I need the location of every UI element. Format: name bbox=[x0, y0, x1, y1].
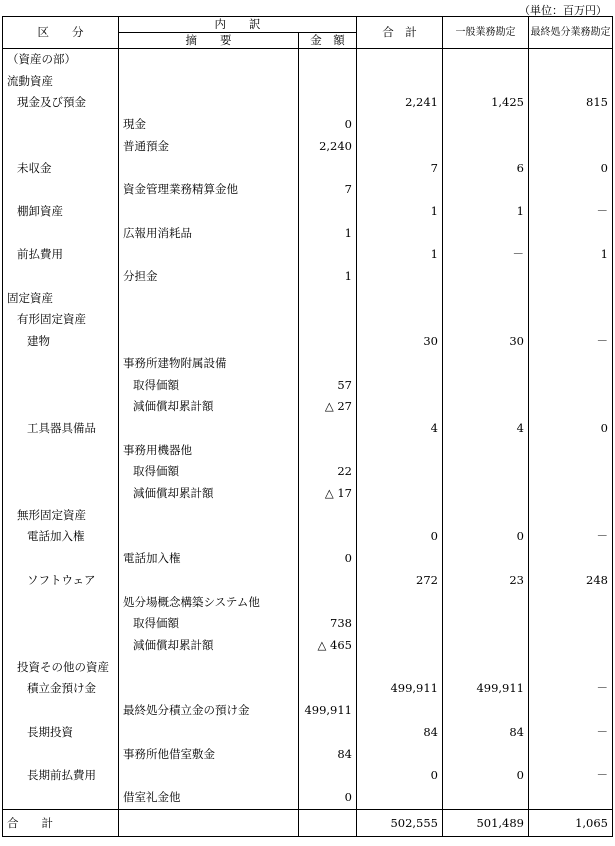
total-label: 合 計 bbox=[3, 809, 119, 836]
cell-saishu bbox=[529, 548, 613, 570]
cell-goukei: 499,911 bbox=[357, 678, 443, 700]
cell-saishu bbox=[529, 440, 613, 462]
cell-saishu bbox=[529, 657, 613, 679]
cell-goukei bbox=[357, 787, 443, 809]
total-tekiyo-cell bbox=[119, 809, 299, 836]
cell-saishu bbox=[529, 461, 613, 483]
cell-goukei: 0 bbox=[357, 526, 443, 548]
cell-saishu bbox=[529, 179, 613, 201]
cell-saishu bbox=[529, 396, 613, 418]
cell-saishu bbox=[529, 266, 613, 288]
cell-saishu bbox=[529, 787, 613, 809]
cell-saishu: － bbox=[529, 765, 613, 787]
cell-tekiyo bbox=[119, 244, 299, 266]
header-saishu: 最終処分業務勘定 bbox=[529, 17, 613, 49]
cell-kingaku bbox=[299, 158, 357, 180]
cell-ippan: 499,911 bbox=[443, 678, 529, 700]
cell-goukei bbox=[357, 440, 443, 462]
table-row bbox=[3, 765, 613, 787]
cell-saishu: 0 bbox=[529, 418, 613, 440]
table-row bbox=[3, 331, 613, 353]
table-row bbox=[3, 201, 613, 223]
cell-saishu: 248 bbox=[529, 570, 613, 592]
cell-kubun: 積立金預け金 bbox=[3, 678, 119, 700]
table-row bbox=[3, 635, 613, 657]
cell-goukei bbox=[357, 353, 443, 375]
cell-saishu bbox=[529, 505, 613, 527]
cell-ippan: 0 bbox=[443, 765, 529, 787]
cell-kingaku bbox=[299, 592, 357, 614]
cell-kubun: 長期前払費用 bbox=[3, 765, 119, 787]
cell-kubun bbox=[3, 744, 119, 766]
table-row bbox=[3, 92, 613, 114]
cell-kingaku bbox=[299, 353, 357, 375]
cell-goukei bbox=[357, 223, 443, 245]
cell-kingaku bbox=[299, 71, 357, 93]
cell-tekiyo bbox=[119, 657, 299, 679]
cell-kubun: ソフトウェア bbox=[3, 570, 119, 592]
table-row bbox=[3, 440, 613, 462]
cell-goukei bbox=[357, 49, 443, 71]
cell-kubun: 前払費用 bbox=[3, 244, 119, 266]
cell-goukei bbox=[357, 375, 443, 397]
cell-ippan: 84 bbox=[443, 722, 529, 744]
cell-kubun bbox=[3, 635, 119, 657]
cell-kingaku bbox=[299, 505, 357, 527]
cell-ippan bbox=[443, 136, 529, 158]
cell-kingaku bbox=[299, 526, 357, 548]
cell-kubun: 流動資産 bbox=[3, 71, 119, 93]
cell-ippan: 1,425 bbox=[443, 92, 529, 114]
table-row bbox=[3, 678, 613, 700]
cell-kubun bbox=[3, 700, 119, 722]
cell-kubun: 棚卸資産 bbox=[3, 201, 119, 223]
cell-ippan bbox=[443, 657, 529, 679]
cell-tekiyo bbox=[119, 92, 299, 114]
cell-kingaku: 7 bbox=[299, 179, 357, 201]
cell-kingaku: 0 bbox=[299, 787, 357, 809]
cell-ippan bbox=[443, 461, 529, 483]
cell-tekiyo bbox=[119, 158, 299, 180]
cell-goukei: 30 bbox=[357, 331, 443, 353]
cell-tekiyo: 現金 bbox=[119, 114, 299, 136]
cell-ippan bbox=[443, 223, 529, 245]
table-row bbox=[3, 353, 613, 375]
cell-kingaku: △ 465 bbox=[299, 635, 357, 657]
total-row bbox=[3, 809, 613, 836]
cell-ippan bbox=[443, 71, 529, 93]
header-goukei: 合 計 bbox=[357, 17, 443, 49]
header-kubun: 区 分 bbox=[3, 17, 119, 49]
cell-saishu bbox=[529, 635, 613, 657]
cell-saishu: 0 bbox=[529, 158, 613, 180]
cell-kubun bbox=[3, 613, 119, 635]
cell-kubun: （資産の部） bbox=[3, 49, 119, 71]
cell-saishu bbox=[529, 700, 613, 722]
cell-kingaku bbox=[299, 722, 357, 744]
cell-kubun bbox=[3, 136, 119, 158]
cell-kubun: 長期投資 bbox=[3, 722, 119, 744]
unit-note: （単位：百万円） bbox=[519, 4, 607, 17]
cell-kingaku: 0 bbox=[299, 548, 357, 570]
cell-kubun bbox=[3, 396, 119, 418]
cell-saishu: － bbox=[529, 526, 613, 548]
cell-kingaku: 2,240 bbox=[299, 136, 357, 158]
cell-goukei bbox=[357, 309, 443, 331]
cell-tekiyo bbox=[119, 722, 299, 744]
cell-tekiyo bbox=[119, 418, 299, 440]
cell-goukei: 84 bbox=[357, 722, 443, 744]
cell-kubun bbox=[3, 353, 119, 375]
cell-ippan bbox=[443, 288, 529, 310]
cell-tekiyo bbox=[119, 765, 299, 787]
cell-goukei: 7 bbox=[357, 158, 443, 180]
total-kingaku-cell bbox=[299, 809, 357, 836]
asset-detail-table bbox=[2, 16, 613, 837]
cell-saishu bbox=[529, 483, 613, 505]
cell-saishu bbox=[529, 375, 613, 397]
cell-kubun: 現金及び預金 bbox=[3, 92, 119, 114]
cell-goukei bbox=[357, 396, 443, 418]
cell-ippan: 1 bbox=[443, 201, 529, 223]
table-row bbox=[3, 223, 613, 245]
cell-kubun bbox=[3, 440, 119, 462]
cell-goukei: 272 bbox=[357, 570, 443, 592]
cell-saishu: － bbox=[529, 678, 613, 700]
cell-ippan bbox=[443, 592, 529, 614]
header-kingaku: 金 額 bbox=[299, 33, 357, 49]
cell-saishu bbox=[529, 288, 613, 310]
cell-saishu bbox=[529, 744, 613, 766]
cell-kubun: 有形固定資産 bbox=[3, 309, 119, 331]
cell-kingaku bbox=[299, 678, 357, 700]
cell-kingaku: 738 bbox=[299, 613, 357, 635]
cell-goukei bbox=[357, 266, 443, 288]
table-row bbox=[3, 114, 613, 136]
table-row bbox=[3, 49, 613, 71]
cell-tekiyo bbox=[119, 526, 299, 548]
cell-kubun: 投資その他の資産 bbox=[3, 657, 119, 679]
cell-saishu bbox=[529, 71, 613, 93]
cell-goukei bbox=[357, 114, 443, 136]
cell-ippan: 23 bbox=[443, 570, 529, 592]
cell-goukei bbox=[357, 613, 443, 635]
table-row bbox=[3, 787, 613, 809]
cell-tekiyo bbox=[119, 331, 299, 353]
cell-goukei: 1 bbox=[357, 201, 443, 223]
cell-kubun: 未収金 bbox=[3, 158, 119, 180]
cell-saishu bbox=[529, 613, 613, 635]
cell-goukei: 2,241 bbox=[357, 92, 443, 114]
cell-saishu: 815 bbox=[529, 92, 613, 114]
cell-ippan: 4 bbox=[443, 418, 529, 440]
cell-tekiyo: 処分場概念構築システム他 bbox=[119, 592, 299, 614]
cell-goukei bbox=[357, 592, 443, 614]
cell-goukei bbox=[357, 548, 443, 570]
table-row bbox=[3, 657, 613, 679]
table-row bbox=[3, 700, 613, 722]
cell-tekiyo: 取得価額 bbox=[119, 461, 299, 483]
cell-goukei bbox=[357, 71, 443, 93]
cell-goukei: 1 bbox=[357, 244, 443, 266]
cell-tekiyo: 事務所建物附属設備 bbox=[119, 353, 299, 375]
table-row bbox=[3, 266, 613, 288]
cell-ippan bbox=[443, 613, 529, 635]
cell-saishu: － bbox=[529, 331, 613, 353]
table-row bbox=[3, 418, 613, 440]
cell-tekiyo bbox=[119, 288, 299, 310]
total-saishu: 1,065 bbox=[529, 809, 613, 836]
cell-ippan bbox=[443, 179, 529, 201]
table-row bbox=[3, 375, 613, 397]
total-goukei: 502,555 bbox=[357, 809, 443, 836]
cell-goukei bbox=[357, 461, 443, 483]
cell-kubun bbox=[3, 461, 119, 483]
cell-goukei bbox=[357, 635, 443, 657]
cell-saishu: 1 bbox=[529, 244, 613, 266]
cell-tekiyo: 事務用機器他 bbox=[119, 440, 299, 462]
cell-saishu bbox=[529, 353, 613, 375]
cell-tekiyo bbox=[119, 309, 299, 331]
cell-kubun bbox=[3, 483, 119, 505]
cell-kingaku bbox=[299, 440, 357, 462]
cell-tekiyo: 借室礼金他 bbox=[119, 787, 299, 809]
cell-tekiyo: 資金管理業務精算金他 bbox=[119, 179, 299, 201]
table-row bbox=[3, 548, 613, 570]
table-row bbox=[3, 461, 613, 483]
cell-kingaku: 84 bbox=[299, 744, 357, 766]
table-row bbox=[3, 526, 613, 548]
cell-saishu bbox=[529, 49, 613, 71]
cell-ippan bbox=[443, 505, 529, 527]
total-ippan: 501,489 bbox=[443, 809, 529, 836]
cell-tekiyo bbox=[119, 678, 299, 700]
table-row bbox=[3, 505, 613, 527]
cell-saishu bbox=[529, 136, 613, 158]
table-row bbox=[3, 570, 613, 592]
cell-ippan bbox=[443, 375, 529, 397]
table-row bbox=[3, 396, 613, 418]
cell-tekiyo bbox=[119, 505, 299, 527]
cell-saishu: － bbox=[529, 722, 613, 744]
cell-kubun: 工具器具備品 bbox=[3, 418, 119, 440]
cell-goukei bbox=[357, 700, 443, 722]
table-row bbox=[3, 744, 613, 766]
cell-ippan bbox=[443, 548, 529, 570]
cell-kingaku: △ 27 bbox=[299, 396, 357, 418]
header-uchiwake: 内 訳 bbox=[119, 17, 357, 33]
cell-tekiyo: 減価償却累計額 bbox=[119, 483, 299, 505]
cell-ippan bbox=[443, 396, 529, 418]
cell-kubun bbox=[3, 548, 119, 570]
cell-goukei bbox=[357, 288, 443, 310]
cell-saishu bbox=[529, 114, 613, 136]
cell-goukei bbox=[357, 483, 443, 505]
cell-ippan: 30 bbox=[443, 331, 529, 353]
cell-kingaku bbox=[299, 331, 357, 353]
cell-kingaku bbox=[299, 49, 357, 71]
cell-kingaku bbox=[299, 201, 357, 223]
cell-kubun bbox=[3, 787, 119, 809]
cell-kingaku bbox=[299, 288, 357, 310]
cell-kingaku bbox=[299, 765, 357, 787]
cell-kingaku: 57 bbox=[299, 375, 357, 397]
cell-ippan bbox=[443, 635, 529, 657]
cell-kingaku bbox=[299, 244, 357, 266]
cell-ippan bbox=[443, 309, 529, 331]
cell-goukei bbox=[357, 657, 443, 679]
cell-tekiyo: 分担金 bbox=[119, 266, 299, 288]
cell-tekiyo: 広報用消耗品 bbox=[119, 223, 299, 245]
cell-kingaku: 22 bbox=[299, 461, 357, 483]
cell-kingaku: 1 bbox=[299, 266, 357, 288]
cell-kingaku bbox=[299, 570, 357, 592]
table-row bbox=[3, 288, 613, 310]
cell-kubun bbox=[3, 592, 119, 614]
cell-tekiyo bbox=[119, 71, 299, 93]
cell-goukei bbox=[357, 136, 443, 158]
table-row bbox=[3, 244, 613, 266]
cell-tekiyo bbox=[119, 201, 299, 223]
table-row bbox=[3, 158, 613, 180]
cell-ippan: 0 bbox=[443, 526, 529, 548]
table-body bbox=[3, 49, 613, 810]
cell-kingaku: △ 17 bbox=[299, 483, 357, 505]
cell-goukei bbox=[357, 505, 443, 527]
cell-kubun: 電話加入権 bbox=[3, 526, 119, 548]
header-ippan: 一般業務勘定 bbox=[443, 17, 529, 49]
cell-goukei bbox=[357, 744, 443, 766]
cell-ippan bbox=[443, 744, 529, 766]
cell-tekiyo: 事務所他借室敷金 bbox=[119, 744, 299, 766]
cell-saishu bbox=[529, 592, 613, 614]
cell-tekiyo: 減価償却累計額 bbox=[119, 635, 299, 657]
cell-ippan: 6 bbox=[443, 158, 529, 180]
cell-tekiyo: 減価償却累計額 bbox=[119, 396, 299, 418]
cell-kubun bbox=[3, 179, 119, 201]
table-row bbox=[3, 613, 613, 635]
table-row bbox=[3, 136, 613, 158]
cell-kingaku bbox=[299, 657, 357, 679]
cell-ippan bbox=[443, 483, 529, 505]
cell-goukei: 4 bbox=[357, 418, 443, 440]
cell-kubun bbox=[3, 266, 119, 288]
cell-tekiyo: 最終処分積立金の預け金 bbox=[119, 700, 299, 722]
cell-kubun: 無形固定資産 bbox=[3, 505, 119, 527]
cell-tekiyo bbox=[119, 570, 299, 592]
cell-ippan bbox=[443, 266, 529, 288]
cell-ippan bbox=[443, 353, 529, 375]
cell-kingaku bbox=[299, 309, 357, 331]
cell-kubun: 固定資産 bbox=[3, 288, 119, 310]
cell-kingaku: 499,911 bbox=[299, 700, 357, 722]
cell-kubun bbox=[3, 114, 119, 136]
cell-ippan bbox=[443, 114, 529, 136]
cell-kingaku bbox=[299, 418, 357, 440]
cell-ippan bbox=[443, 49, 529, 71]
cell-kubun bbox=[3, 375, 119, 397]
cell-ippan bbox=[443, 787, 529, 809]
cell-ippan bbox=[443, 700, 529, 722]
cell-saishu: － bbox=[529, 201, 613, 223]
cell-saishu bbox=[529, 223, 613, 245]
cell-saishu bbox=[529, 309, 613, 331]
cell-tekiyo: 取得価額 bbox=[119, 375, 299, 397]
cell-goukei bbox=[357, 179, 443, 201]
cell-kingaku: 1 bbox=[299, 223, 357, 245]
table-row bbox=[3, 592, 613, 614]
cell-tekiyo: 取得価額 bbox=[119, 613, 299, 635]
table-row bbox=[3, 483, 613, 505]
table-row bbox=[3, 309, 613, 331]
cell-ippan bbox=[443, 440, 529, 462]
cell-ippan: － bbox=[443, 244, 529, 266]
table-row bbox=[3, 71, 613, 93]
cell-kingaku: 0 bbox=[299, 114, 357, 136]
cell-kubun: 建物 bbox=[3, 331, 119, 353]
cell-goukei: 0 bbox=[357, 765, 443, 787]
cell-tekiyo: 電話加入権 bbox=[119, 548, 299, 570]
table-row bbox=[3, 722, 613, 744]
header-tekiyo: 摘 要 bbox=[119, 33, 299, 49]
table-row bbox=[3, 179, 613, 201]
cell-tekiyo bbox=[119, 49, 299, 71]
cell-kubun bbox=[3, 223, 119, 245]
cell-kingaku bbox=[299, 92, 357, 114]
cell-tekiyo: 普通預金 bbox=[119, 136, 299, 158]
